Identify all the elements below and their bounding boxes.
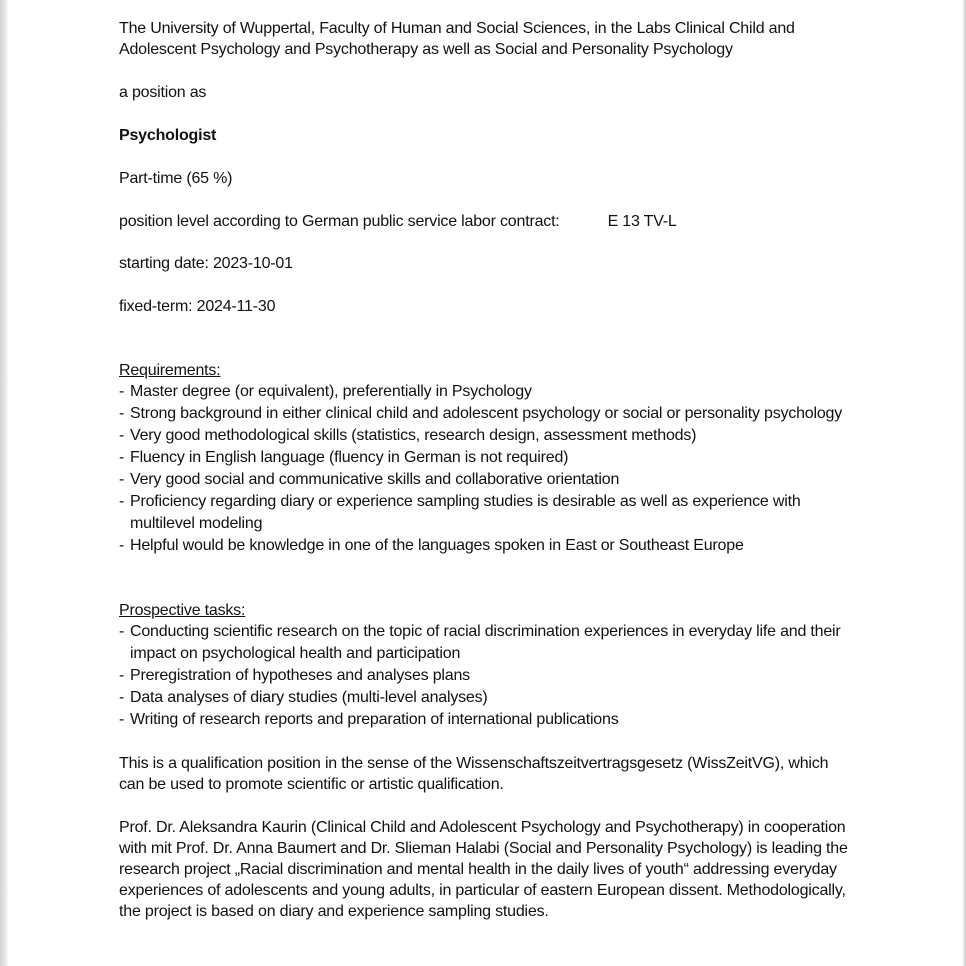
list-item: - Very good methodological skills (statistics, research design, assessment methods) (119, 425, 849, 447)
list-item: - Writing of research reports and preparation of international publications (119, 709, 849, 731)
requirements-heading: Requirements: (119, 362, 221, 379)
list-item: - Strong background in either clinical child and adolescent psychology or social or personality psychology (119, 403, 849, 425)
salary-label: position level according to German public service labor contract: (119, 213, 560, 230)
intro-paragraph: The University of Wuppertal, Faculty of Human and Social Sciences, in the Labs Clinical Child and Adolescent Psychology and Psychotherapy as well as Social and Personality Psychology (119, 20, 795, 58)
list-item: - Fluency in English language (fluency in German is not required) (119, 447, 849, 469)
qualification-note: This is a qualification position in the sense of the Wissenschaftszeitvertragsgesetz (WissZeitVG), which can be used to promote scientific or artistic qualification. (119, 755, 829, 793)
project-description: Prof. Dr. Aleksandra Kaurin (Clinical Child and Adolescent Psychology and Psychotherapy) in cooperation with mit Prof. Dr. Anna Baumert and Dr. Slieman Halabi (Social and Personality Psychology) is leading the research project „Racial discrimination and mental health in the daily lives of youth“ addressing everyday experiences of adolescents and young adults, in particular of eastern European dissent. Methodologically, the project is based on diary and experience sampling studies. (119, 819, 848, 920)
list-item: - Proficiency regarding diary or experience sampling studies is desirable as well as experience with multilevel modeling (119, 491, 849, 535)
list-item: - Master degree (or equivalent), preferentially in Psychology (119, 381, 849, 403)
requirements-list (119, 381, 849, 557)
list-item: - Data analyses of diary studies (multi-level analyses) (119, 687, 849, 709)
list-item: - Helpful would be knowledge in one of the languages spoken in East or Southeast Europe (119, 535, 849, 557)
salary-line (119, 211, 849, 232)
fixed-term: fixed-term: 2024-11-30 (119, 298, 276, 315)
list-item: - Very good social and communicative skills and collaborative orientation (119, 469, 849, 491)
position-title: Psychologist (119, 127, 217, 144)
starting-date: starting date: 2023-10-01 (119, 255, 293, 272)
salary-value: E 13 TV-L (607, 213, 677, 230)
page-shadow-right (962, 0, 966, 966)
list-item: - Preregistration of hypotheses and analyses plans (119, 665, 849, 687)
list-item: - Conducting scientific research on the topic of racial discrimination experiences in everyday life and their impact on psychological health and participation (119, 621, 849, 665)
tasks-list (119, 621, 849, 731)
page-shadow-left (0, 0, 9, 966)
document-page (119, 18, 849, 922)
part-time: Part-time (65 %) (119, 170, 233, 187)
position-intro: a position as (119, 84, 207, 101)
tasks-heading: Prospective tasks: (119, 602, 246, 619)
